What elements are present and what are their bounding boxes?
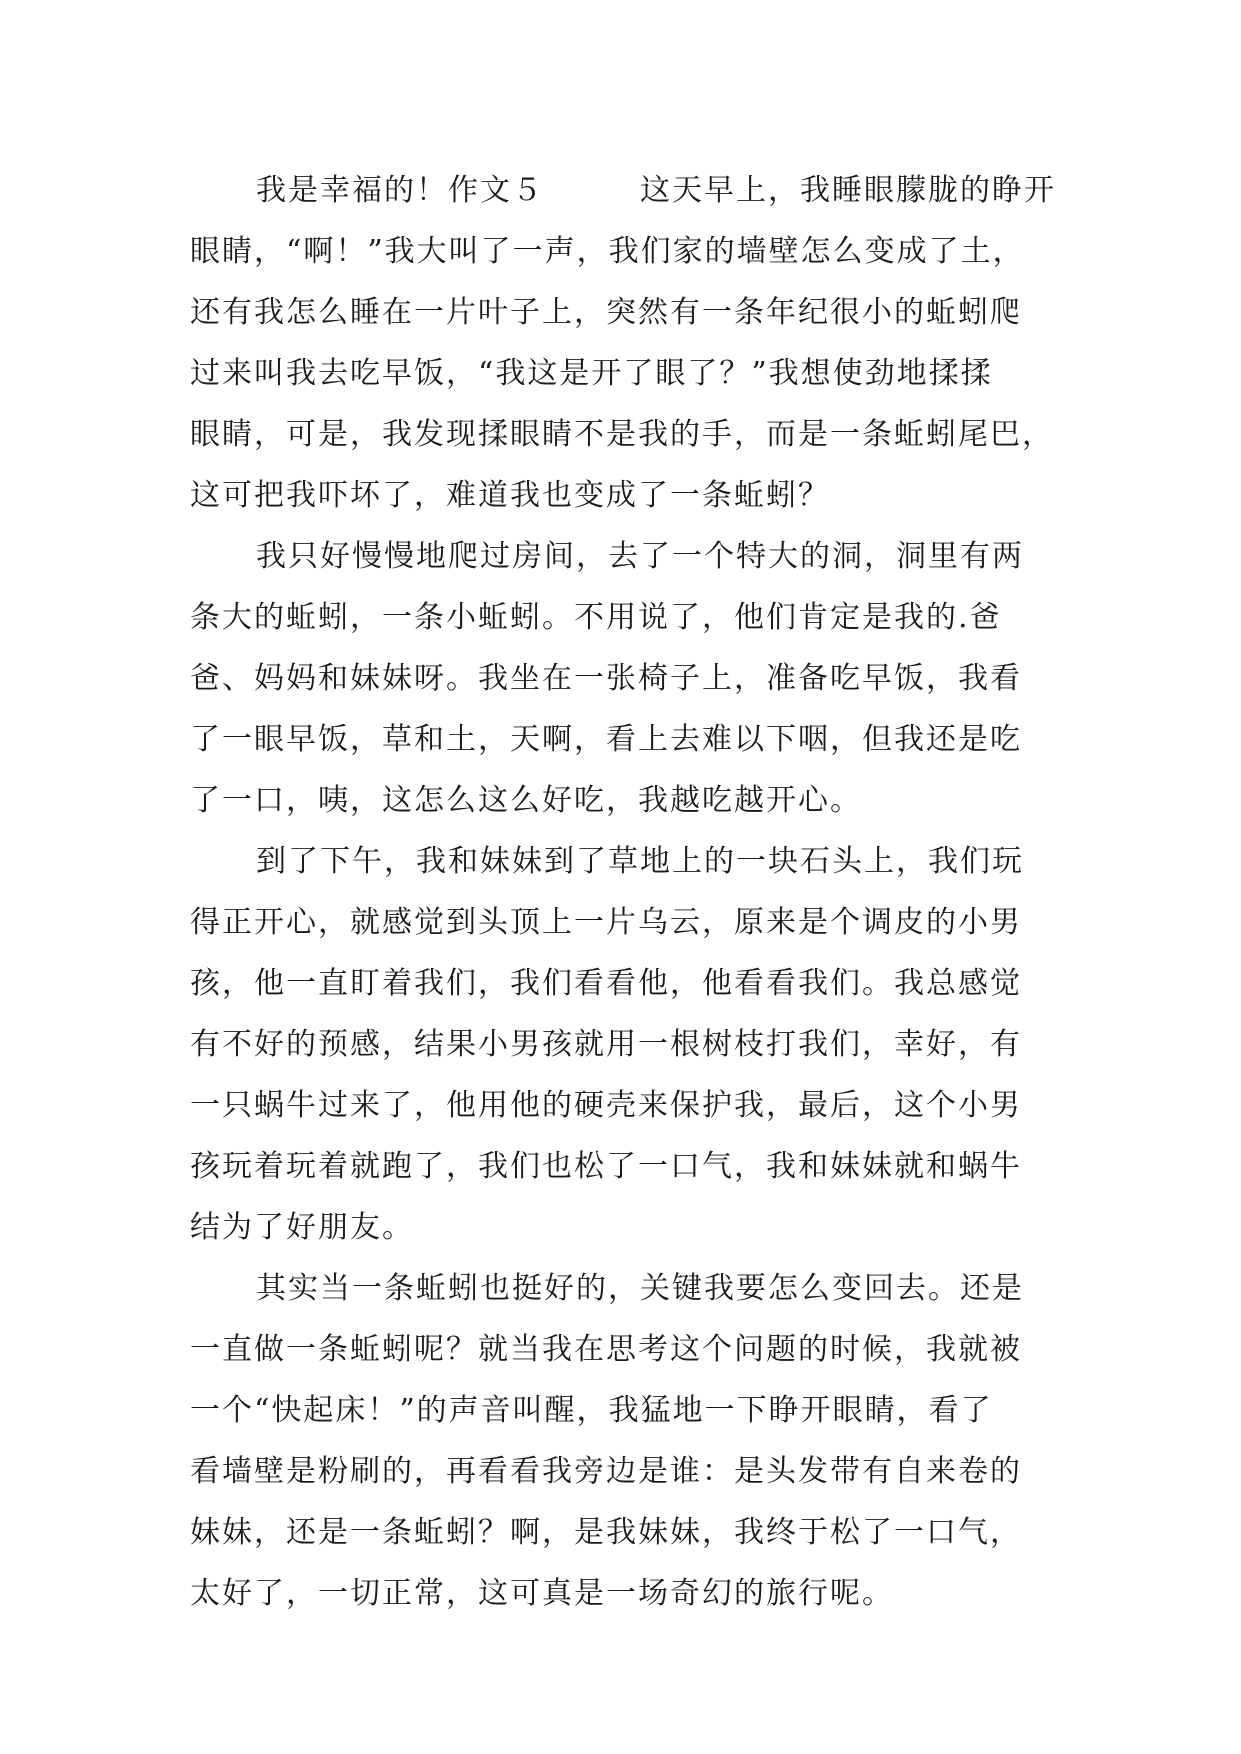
- text-line: 一只蜗牛过来了，他用他的硬壳来保护我，最后，这个小男: [190, 1088, 1022, 1123]
- paragraph: [190, 831, 1070, 1258]
- paragraph: [190, 1258, 1070, 1624]
- text-line: 其实当一条蚯蚓也挺好的，关键我要怎么变回去。还是: [256, 1271, 1024, 1306]
- text-line: 结为了好朋友。: [190, 1210, 414, 1245]
- text-line: 过来叫我去吃早饭，“我这是开了眼了？”我想使劲地揉揉: [190, 356, 993, 391]
- essay-body: [190, 160, 1070, 1624]
- text-line: 我只好慢慢地爬过房间，去了一个特大的洞，洞里有两: [256, 539, 1024, 574]
- text-line: 眼睛，“啊！”我大叫了一声，我们家的墙壁怎么变成了土，: [190, 234, 1025, 269]
- text-line: 一直做一条蚯蚓呢？就当我在思考这个问题的时候，我就被: [190, 1332, 1022, 1367]
- text-line: 妹妹，还是一条蚯蚓？啊，是我妹妹，我终于松了一口气，: [190, 1515, 1022, 1550]
- text-line: 太好了，一切正常，这可真是一场奇幻的旅行呢。: [190, 1576, 894, 1611]
- text-line: 得正开心，就感觉到头顶上一片乌云，原来是个调皮的小男: [190, 905, 1022, 940]
- paragraph: [190, 160, 1070, 526]
- text-line: 条大的蚯蚓，一条小蚯蚓。不用说了，他们肯定是我的.爸: [190, 600, 1002, 635]
- text-line: 有不好的预感，结果小男孩就用一根树枝打我们，幸好，有: [190, 1027, 1022, 1062]
- text-line: 还有我怎么睡在一片叶子上，突然有一条年纪很小的蚯蚓爬: [190, 295, 1022, 330]
- text-line: 到了下午，我和妹妹到了草地上的一块石头上，我们玩: [256, 844, 1024, 879]
- text-line: 我是幸福的！作文５ 这天早上，我睡眼朦胧的睁开: [256, 173, 1056, 208]
- paragraph: [190, 526, 1070, 831]
- text-line: 看墙壁是粉刷的，再看看我旁边是谁：是头发带有自来卷的: [190, 1454, 1022, 1489]
- text-line: 爸、妈妈和妹妹呀。我坐在一张椅子上，准备吃早饭，我看: [190, 661, 1022, 696]
- text-line: 孩玩着玩着就跑了，我们也松了一口气，我和妹妹就和蜗牛: [190, 1149, 1022, 1184]
- text-line: 眼睛，可是，我发现揉眼睛不是我的手，而是一条蚯蚓尾巴，: [190, 417, 1054, 452]
- text-line: 这可把我吓坏了，难道我也变成了一条蚯蚓？: [190, 478, 830, 513]
- text-line: 一个“快起床！”的声音叫醒，我猛地一下睁开眼睛，看了: [190, 1393, 993, 1428]
- text-line: 了一眼早饭，草和土，天啊，看上去难以下咽，但我还是吃: [190, 722, 1022, 757]
- text-line: 了一口，咦，这怎么这么好吃，我越吃越开心。: [190, 783, 862, 818]
- text-line: 孩，他一直盯着我们，我们看看他，他看看我们。我总感觉: [190, 966, 1022, 1001]
